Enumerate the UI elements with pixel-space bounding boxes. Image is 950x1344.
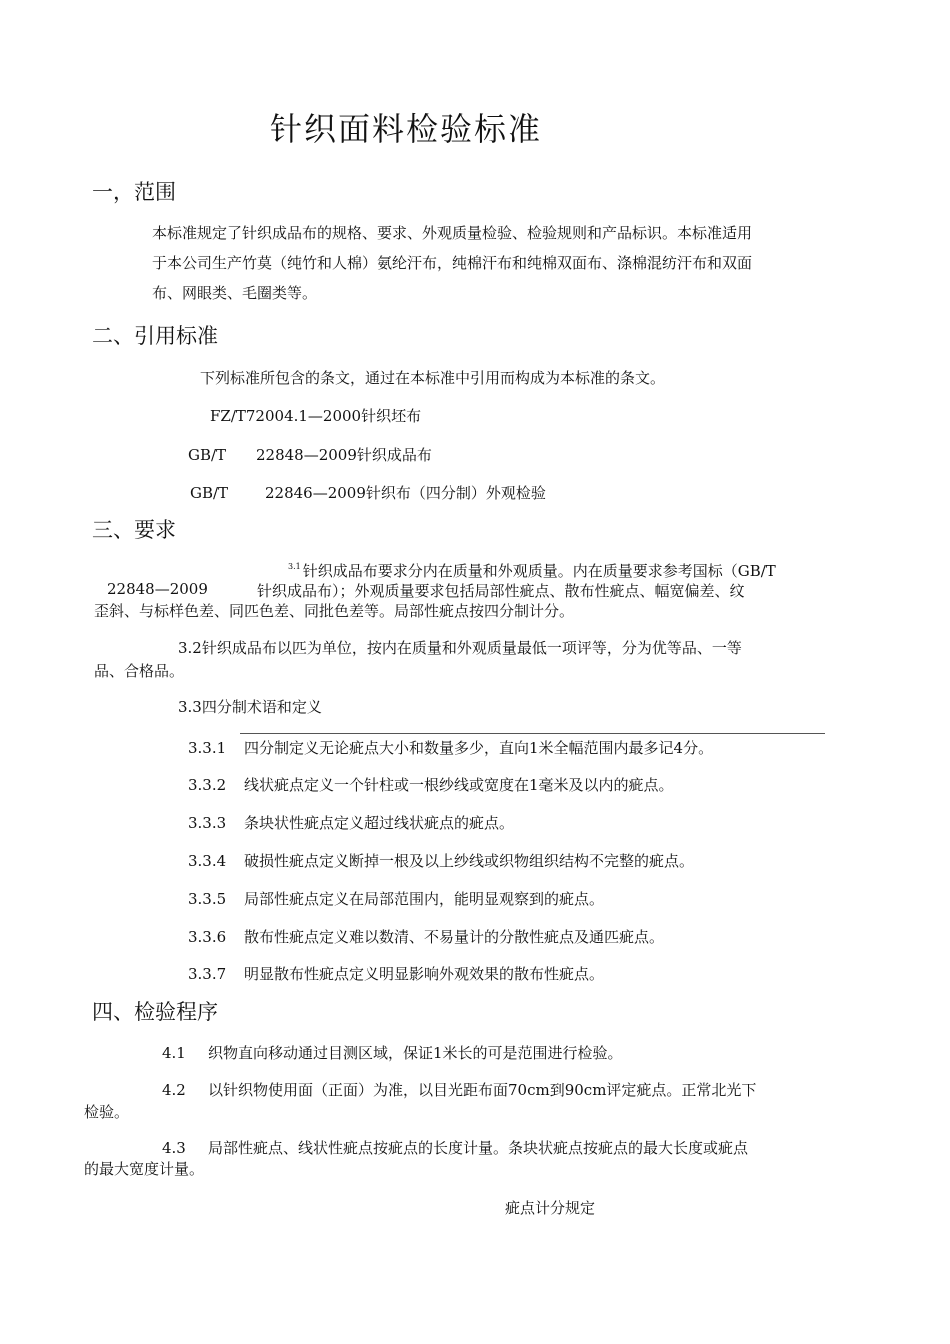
inspection-4-3-line-1 bbox=[162, 1137, 748, 1158]
inspection-4-2-line-1 bbox=[162, 1079, 756, 1100]
document-title: 针织面料检验标准 bbox=[270, 110, 543, 148]
definition-text: 散布性疵点定义难以数清、不易量计的分散性疵点及通匹疵点。 bbox=[244, 928, 665, 946]
req-3-1-text: 针织成品布要求分内在质量和外观质量。内在质量要求参考国标（GB/T bbox=[302, 562, 776, 580]
definition-number: 3.3.2 bbox=[188, 776, 227, 794]
definition-item bbox=[188, 888, 604, 909]
references-intro: 下列标准所包含的条文，通过在本标准中引用而构成为本标准的条文。 bbox=[200, 369, 666, 387]
definition-text: 线状疵点定义一个针柱或一根纱线或宽度在1毫米及以内的疵点。 bbox=[244, 776, 674, 794]
step-number: 4.3 bbox=[162, 1139, 186, 1157]
scope-line-3: 布、网眼类、毛圈类等。 bbox=[152, 284, 318, 302]
section-heading-requirements: 三、要求 bbox=[92, 518, 176, 542]
scope-line-1: 本标准规定了针织成品布的规格、要求、外观质量检验、检验规则和产品标识。本标准适用 bbox=[152, 224, 753, 242]
step-number: 4.1 bbox=[162, 1044, 186, 1062]
definition-item bbox=[188, 812, 514, 833]
inspection-4-3-line-2: 的最大宽度计量。 bbox=[84, 1160, 205, 1178]
definition-number: 3.3.6 bbox=[188, 928, 227, 946]
definition-number: 3.3.5 bbox=[188, 890, 227, 908]
definition-text: 明显散布性疵点定义明显影响外观效果的散布性疵点。 bbox=[244, 965, 605, 983]
step-text: 织物直向移动通过目测区域，保证1米长的可是范围进行检验。 bbox=[208, 1044, 623, 1062]
reference-text: 22846—2009针织布（四分制）外观检验 bbox=[265, 484, 546, 502]
table-caption: 疵点计分规定 bbox=[505, 1199, 596, 1217]
reference-code: GB/T bbox=[190, 484, 229, 502]
definition-number: 3.3.1 bbox=[188, 739, 227, 757]
definition-item bbox=[188, 963, 604, 984]
divider-line bbox=[240, 733, 825, 734]
reference-item-3 bbox=[190, 482, 546, 503]
scope-line-2: 于本公司生产竹莫（纯竹和人棉）氨纶汗布，纯棉汗布和纯棉双面布、涤棉混纺汗布和双面 bbox=[152, 254, 753, 272]
req-3-1-number: 3.1 bbox=[288, 562, 301, 571]
definition-item bbox=[188, 850, 694, 871]
req-3-1-line-2-code: 22848—2009 bbox=[107, 580, 208, 598]
reference-code: GB/T bbox=[188, 446, 227, 464]
reference-text: 22848—2009针织成品布 bbox=[256, 446, 432, 464]
req-3-2-line-1: 3.2针织成品布以匹为单位，按内在质量和外观质量最低一项评等，分为优等品、一等 bbox=[178, 639, 742, 657]
reference-item-2 bbox=[188, 444, 432, 465]
definition-number: 3.3.7 bbox=[188, 965, 227, 983]
inspection-4-1 bbox=[162, 1042, 623, 1063]
req-3-2-line-2: 品、合格品。 bbox=[94, 662, 185, 680]
req-3-3-heading: 3.3四分制术语和定义 bbox=[178, 698, 322, 716]
step-number: 4.2 bbox=[162, 1081, 186, 1099]
definition-item bbox=[188, 774, 674, 795]
section-heading-inspection: 四、检验程序 bbox=[92, 1000, 218, 1024]
req-3-1-line-3: 歪斜、与标样色差、同匹色差、同批色差等。局部性疵点按四分制计分。 bbox=[94, 602, 575, 620]
step-text: 局部性疵点、线状性疵点按疵点的长度计量。条块状疵点按疵点的最大长度或疵点 bbox=[208, 1139, 749, 1157]
definition-text: 条块状性疵点定义超过线状疵点的疵点。 bbox=[244, 814, 515, 832]
definition-text: 破损性疵点定义断掉一根及以上纱线或织物组织结构不完整的疵点。 bbox=[244, 852, 695, 870]
definition-text: 局部性疵点定义在局部范围内，能明显观察到的疵点。 bbox=[244, 890, 605, 908]
definition-text: 四分制定义无论疵点大小和数量多少，直向1米全幅范围内最多记4分。 bbox=[244, 739, 714, 757]
definition-number: 3.3.3 bbox=[188, 814, 227, 832]
inspection-4-2-line-2: 检验。 bbox=[84, 1103, 130, 1121]
section-heading-references: 二、引用标准 bbox=[92, 324, 218, 348]
section-heading-scope: 一，范围 bbox=[92, 180, 176, 204]
definition-number: 3.3.4 bbox=[188, 852, 227, 870]
definition-item bbox=[188, 737, 713, 758]
step-text: 以针织物使用面（正面）为准，以目光距布面70cm到90cm评定疵点。正常北光下 bbox=[208, 1081, 757, 1099]
reference-item-1: FZ/T72004.1—2000针织坯布 bbox=[210, 407, 422, 425]
definition-item bbox=[188, 926, 664, 947]
req-3-1-line-1 bbox=[288, 560, 776, 581]
req-3-1-line-2-text: 针织成品布）；外观质量要求包括局部性疵点、散布性疵点、幅宽偏差、纹 bbox=[257, 582, 745, 600]
